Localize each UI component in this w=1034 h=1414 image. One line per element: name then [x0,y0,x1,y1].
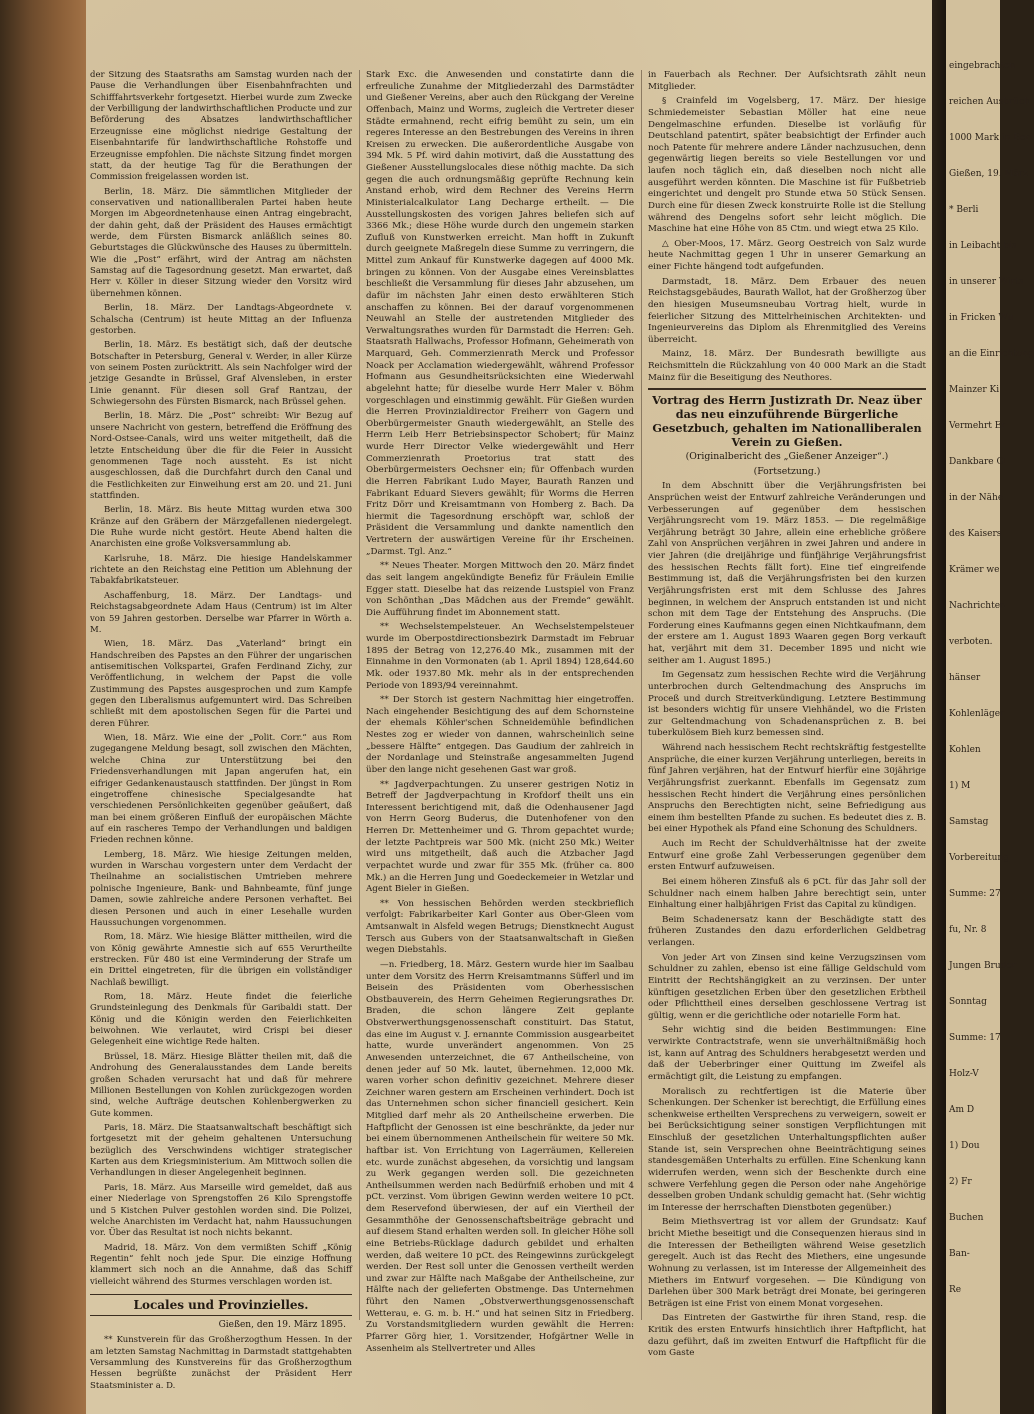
adjacent-page-fragment [946,0,1034,1414]
news-item: ** Kunstverein für das Großherzogthum Hessen. In der am letzten Samstag Nachmittag in Darmstadt stattgehabten Versammlung des Kunstvereins für das Großherzogthum Hessen begrüßte zunächst der Präsident Herr Staatsminister a. D. [90,1335,352,1391]
margin-fragment: Ban- [949,1249,970,1259]
article-paragraph: Von jeder Art von Zinsen sind keine Verzugszinsen vom Schuldner zu zahlen, ebenso ist eine fällige Geldschuld vom Eintritt der Rechtshängigkeit an zu verzinsen. Der unter künftigen gesetzlichen Erben über den gesetzlichen Erbtheil oder Pflichttheil eines derselben geschlossene Vertrag ist gültig, wenn er die gerichtliche oder notarielle Form hat. [648,952,926,1021]
margin-fragment: Vorbereitung [949,853,1009,863]
news-item: § Crainfeld im Vogelsberg, 17. März. Der hiesige Schmiedemeister Sebastian Möller hat eine neue Dengelmaschine erfunden. Dieselbe ist vorläufig für Deutschland patentirt, später beabsichtigt der Erfinder auch noch Patente für mehrere andere Länder nachzusuchen, denn gegenwärtig liegen bereits so viele Bestellungen vor und laufen noch täglich ein, daß dieselben noch nicht alle ausgeführt werden könnten. Die Maschine ist für Fußbetrieb eingerichtet und dengelt pro Stunde etwa 50 Stück Sensen. Durch eine für diesen Zweck konstruirte Rolle ist die Stellung während des Dengelns sofort sehr leicht möglich. Die Maschine hat eine Höhe von 85 Ctm. und wiegt etwa 25 Kilo. [648,96,926,235]
article-paragraph: Moralisch zu rechtfertigen ist die Materie über Schenkungen. Der Schenker ist berechtigt, die Erfüllung eines schenkweise ertheilten Versprechens zu verweigern, soweit er bei Berücksichtigung seiner sonstigen Verpflichtungen mit Einschluß der gesetzlichen Unterhaltungspflichten außer Stande ist, sein Versprechen ohne Beeinträchtigung seines standesgemäßen Unterhalts zu erfüllen. Eine Schenkung kann widerrufen werden, wenn sich der Beschenkte durch eine schwere Verfehlung gegen die Person oder nahe Angehörige desselben groben Undank schuldig gemacht hat. (Sehr wichtig im Interesse der herrschaften Dienstboten gegenüber.) [648,1086,926,1213]
book-binding [0,0,86,1414]
column-rule [359,70,360,1320]
column-2 [366,70,634,1358]
margin-fragment: Samstag [949,817,989,827]
article-paragraph: Im Gegensatz zum hessischen Rechte wird die Verjährung unterbrochen durch Geltendmachung des Anspruchs im Proceß und durch Streitverkündigung. Letztere Bestimmung ist besonders wichtig für unsere Viehhändel, wo die Fristen zur Geltendmachung von Schadenansprüchen z. B. bei tuberkulösem Bieh kurz bemessen sind. [648,670,926,739]
news-item: Wien, 18. März. Das „Vaterland“ bringt ein Handschreiben des Papstes an den Führer der ungarischen antisemitischen Volkspartei, Grafen Ferdinand Zichy, zur Veröffentlichung, in welchem der Papst die volle Zustimmung des Papstes ausgesprochen und zum Kampfe gegen den Liberalismus aufgemuntert wird. Das Schreiben schließt mit dem apostolischen Segen für die Partei und deren Führer. [90,639,352,729]
column-rule [641,70,642,1320]
news-item: Madrid, 18. März. Von dem vermißten Schiff „König Regentin“ fehlt noch jede Spur. Die einzige Hoffnung klammert sich noch an die Annahme, daß das Schiff vielleicht während des Sturmes verschlagen worden ist. [90,1242,352,1287]
book-gutter [932,0,946,1414]
margin-fragment: 1000 Mark in Beri [949,133,1033,143]
column-3 [648,70,926,1363]
paragraph: in Fauerbach als Rechner. Der Aufsichtsrath zählt neun Mitglieder. [648,70,926,92]
article-continuation: (Fortsetzung.) [753,466,821,478]
news-item: Darmstadt, 18. März. Dem Erbauer des neuen Reichstagsgebäudes, Baurath Wallot, hat der Großherzog über den hiesigen Museumsneubau Vortrag hielt, wurde in feierlicher Sitzung des Mittelrheinischen Architekten- und Ingenieurvereins das Diplom als Ehrenmitglied des Vereins überreicht. [648,276,926,345]
margin-fragment: Jungen Bruder [949,961,1017,971]
news-item: ** Der Storch ist gestern Nachmittag hier eingetroffen. Nach eingehender Besichtigung des auf dem Schornsteine der ehemals Köhler'schen Schneidemühle befindlichen Nestes zog er wieder von dannen, wahrscheinlich seine „bessere Hälfte“ entgegen. Das Gaudium der zahlreich in der Nordanlage und Steinstraße angesammelten Jugend über den lange nicht gesehenen Gast war groß. [366,695,634,775]
news-item: ** Wechselstempelsteuer. An Wechselstempelsteuer wurde im Oberpostdirectionsbezirk Darmstadt im Februar 1895 der Betrag von 12,276.40 Mk., zusammen mit der Einnahme in den Vormonaten (ab 1. April 1894) 128,644.60 Mk. oder 1937.80 Mk. mehr als in der entsprechenden Periode von 1893/94 vereinnahmt. [366,622,634,691]
news-item: ** Von hessischen Behörden werden steckbrieflich verfolgt: Fabrikarbeiter Karl Gonter aus Ober-Gleen vom Amtsanwalt in Alsfeld wegen Betrugs; Dienstknecht August Tersch aus Gubers von der Staatsanwaltschaft in Gießen wegen Diebstahls. [366,898,634,956]
article-paragraph: Beim Schadenersatz kann der Beschädigte statt des früheren Zustandes den dazu erforderlichen Geldbetrag verlangen. [648,914,926,948]
margin-fragment: Kohlen [949,745,981,755]
dateline: Gießen, den 19. März 1895. [218,1320,346,1331]
margin-fragment: Am D [949,1105,975,1115]
margin-fragment: Summe: 17 [949,1033,1001,1043]
margin-fragment: 2) Fr [949,1177,972,1187]
margin-fragment: Buchen [949,1213,984,1223]
news-item: —n. Friedberg, 18. März. Gestern wurde hier im Saalbau unter dem Vorsitz des Herrn Kreisamtmanns Süfferl und im Beisein des Präsidenten vom Oberhessischen Obstbauverein, des Herrn Geheimen Regierungsrathes Dr. Braden, die schon längere Zeit geplante Obstverwerthungsgenossenschaft constituirt. Das Statut, das eine im August v. J. ernannte Commission ausgearbeitet hatte, wurde unverändert angenommen. Von 25 Anwesenden unterzeichnet, die 67 Antheilscheine, von denen jeder auf 50 Mk. lautet, übernehmen. 12,000 Mk. waren vorher schon definitiv gezeichnet. Mehrere dieser Zeichner waren gestern am Erscheinen verhindert. Doch ist das Unternehmen schon sicher financiell gesichert. Kein Mitglied darf mehr als 20 Antheilscheine erwerben. Die Haftpflicht der Genossen ist eine beschränkte, da jeder nur bei einem übernommenen Antheilschein für weitere 50 Mk. haftbar ist. Von Errichtung von Lagerräumen, Kellereien etc. wurde zunächst abgesehen, da vorsichtig und langsam zu Werk gegangen werden soll. Die gezeichneten Antheilsummen werden nach Bedürfniß erhoben und mit 4 pCt. verzinst. Vom übrigen Gewinn werden weitere 10 pCt. dem Reservefond überwiesen, der auf ein Viertheil der Gesammthöhe der Genossenschaftsbeiträge gebracht und auf diesem Stand erhalten werden soll. In gleicher Höhe soll eine Betriebs-Rücklage dadurch gebildet und erhalten werden, daß weitere 10 pCt. des Reingewinns zurückgelegt werden. Der Rest soll unter die Genossen vertheilt werden und zwar zur Hälfte nach Maßgabe der Antheilscheine, zur Hälfte nach der gelieferten Obstmenge. Das Unternehmen führt den Namen „Obstverwerthungsgenossenschaft Wetterau, e. G. m. b. H.“ und hat seinen Sitz in Friedberg. Zu Vorstandsmitgliedern wurden gewählt die Herren: Pfarrer Görg hier, 1. Vorsitzender, Hofgärtner Welle in Assenheim als Stellvertreter und Alles [366,959,634,1354]
article-paragraph: Beim Miethsvertrag ist vor allem der Grundsatz: Kauf bricht Miethe beseitigt und die Consequenzen hieraus sind in die Interessen der Betheiligten während Weise gesetzlich geregelt. Auch ist das Recht des Miethers, eine ungesunde Wohnung zu verlassen, ist im Interesse der Allgemeinheit des Miethers im Entwurf vorgesehen. — Die Kündigung von Darlehen über 300 Mark beträgt drei Monate, bei geringeren Beträgen ist eine Frist von einem Monat vorgesehen. [648,1217,926,1309]
margin-fragment: Vermehrt Er [949,421,1006,431]
news-item: Karlsruhe, 18. März. Die hiesige Handelskammer richtete an den Reichstag eine Petition um Ablehnung der Tabakfabrikatsteuer. [90,553,352,587]
article-paragraph: Das Eintreten der Gastwirthe für ihren Stand, resp. die Kritik des ersten Entwurfs hinsichtlich ihrer Haftpflicht, hat dazu geführt, daß im zweiten Entwurf die Haftpflicht für die vom Gaste [648,1313,926,1359]
margin-fragment: eingebrachten [949,61,1016,71]
margin-fragment: Kohlenläger [949,709,1005,719]
margin-fragment: an die Einrichtung [949,349,1034,359]
news-item: Paris, 18. März. Die Staatsanwaltschaft beschäftigt sich fortgesetzt mit der geheim gehaltenen Untersuchung bezüglich des Verschwindens wichtiger strategischer Karten aus dem Kriegsministerium. Am Mittwoch sollen die Verhandlungen in dieser Angelegenheit beginnen. [90,1122,352,1179]
news-item: Berlin, 18. März. Die sämmtlichen Mitglieder der conservativen und nationalliberalen Partei haben heute Morgen im Abgeordnetenhause einen Antrag eingebracht, der dahin geht, daß der Präsident des Hauses ermächtigt werde, dem Fürsten Bismarck anläßlich seines 80. Geburtstages die Glückwünsche des Hauses zu übermitteln. Wie die „Post“ erfährt, wird der Antrag am nächsten Samstag auf die Tagesordnung gesetzt. Man erwartet, daß Herr v. Köller in dieser Sitzung wieder den Vorsitz wird übernehmen können. [90,186,352,299]
article-paragraph: Auch im Recht der Schuldverhältnisse hat der zweite Entwurf eine große Zahl Verbesserungen gegenüber dem ersten Entwurf aufzuweisen. [648,839,926,873]
paragraph: der Sitzung des Staatsraths am Samstag wurden nach der Pause die Verhandlungen über Eisenbahnfrachten und Schifffahrtsverkehr fortgesetzt. Hierbei wurde zum Zwecke der Verbilligung der landwirthschaftlichen Producte und zur Beförderung des Absatzes landwirthschaftlicher Erzeugnisse eine möglichst niedrige Gestaltung der Eisenbahntarife für landwirthschaftliche Rohstoffe und Erzeugnisse empfohlen. Die nächste Sitzung findet morgen statt, da der heutige Tag für die Berathungen der Commission freigelassen worden ist. [90,70,352,183]
news-item: ** Jagdverpachtungen. Zu unserer gestrigen Notiz in Betreff der Jagdverpachtung in Krofdorf theilt uns ein Interessent berichtigend mit, daß die Odenhausener Jagd von Herrn Georg Buderus, die Dutenhofener von den Herren Dr. Mettenheimer und G. Throm gepachtet wurde; der letzte Pachtpreis war 500 Mk. (nicht 250 Mk.) Weiter wird uns mitgetheilt, daß auch die Atzbacher Jagd verpachtet wurde und zwar für 355 Mk. (früher ca. 800 Mk.) an die Herren Jung und Goedeckemeier in Wetzlar und Agent Bieler in Gießen. [366,779,634,895]
margin-fragment: hänser [949,673,981,683]
margin-fragment: verboten. [949,637,993,647]
news-item: Mainz, 18. März. Der Bundesrath bewilligte aus Reichsmitteln die Rückzahlung von 40 000 Mark an die Stadt Mainz für die Beseitigung des Neuthores. [648,349,926,383]
margin-fragment: in Leibacht bis [949,241,1017,251]
news-item: Brüssel, 18. März. Hiesige Blätter theilen mit, daß die Androhung des Generalausstandes dem Lande bereits großen Schaden verursacht hat und daß für mehrere Millionen Bestellungen von Kohlen zurückgezogen worden sind, welche Aufträge deutschen Kohlenbergwerken zu Gute kommen. [90,1051,352,1119]
margin-fragment: Krämer we [949,565,1000,575]
news-item: Wien, 18. März. Wie eine der „Polit. Corr.“ aus Rom zugegangene Meldung besagt, soll zwischen den Mächten, welche China zur Unterstützung bei den Friedensverhandlungen mit Japan angerufen hat, ein eifriger Gedankenaustausch stattfinden. Der jüngst in Rom eingetroffene chinesische Specialgesandte hat verschiedenen Persönlichkeiten gegenüber geäußert, daß man bei einem größeren Einfluß der europäischen Mächte auf ein rascheres Tempo der Verhandlungen und baldigen Frieden rechnen könne. [90,733,352,846]
margin-fragment: 1) Dou [949,1141,980,1151]
column-1 [90,70,352,1395]
news-item: Berlin, 18. März. Bis heute Mittag wurden etwa 300 Kränze auf den Gräbern der Märzgefallenen niedergelegt. Die Ruhe wurde nicht gestört. Heute Abend halten die Anarchisten eine große Volksversammlung ab. [90,505,352,550]
news-item: Berlin, 18. März. Es bestätigt sich, daß der deutsche Botschafter in Petersburg, General v. Werder, in aller Kürze von seinem Posten zurücktritt. Als sein Nachfolger wird der jetzige Gesandte in Brüssel, Graf Alvensleben, in erster Linie genannt. Für diesen soll Graf Rantzau, der Schwiegersohn des Fürsten Bismarck, nach Brüssel gehen. [90,340,352,408]
article-subtitle: (Originalbericht des „Gießener Anzeiger“.) [685,451,889,463]
margin-fragment: in Fricken Wu [949,313,1014,323]
newspaper-page [86,0,932,1414]
margin-fragment: in der Nähe [949,493,1004,503]
news-item: △ Ober-Moos, 17. März. Georg Oestreich von Salz wurde heute Nachmittag gegen 1 Uhr in unserer Gemarkung an einer Fichte hängend todt aufgefunden. [648,238,926,272]
margin-fragment: Gießen, 19. März [949,169,1029,179]
margin-fragment: reichen Ausbrüch [949,97,1030,107]
news-item: ** Neues Theater. Morgen Mittwoch den 20. März findet das seit langem angekündigte Benefiz für Fräulein Emilie Egger statt. Dieselbe hat das reizende Lustspiel von Franz von Schönthan „Das Mädchen aus der Fremde“ gewählt. Die Aufführung findet im Abonnement statt. [366,561,634,618]
news-item: Aschaffenburg, 18. März. Der Landtags- und Reichstagsabgeordnete Adam Haus (Centrum) ist im Alter von 59 Jahren gestorben. Derselbe war Pfarrer in Wörth a. M. [90,590,352,635]
article-paragraph: In dem Abschnitt über die Verjährungsfristen bei Ansprüchen weist der Entwurf zahlreiche Veränderungen und Verbesserungen auf gegenüber dem hessischen Verjährungsrecht vom 19. März 1853. — Die regelmäßige Verjährung beträgt 30 Jahre, allein eine erhebliche größere Zahl von Ansprüchen verjähren in zwei Jahren und andere in vier Jahren (die dreijährige und fünfjährige Verjährungsfrist des hessischen Rechts fällt fort). Eine tief eingreifende Bestimmung ist, daß die Verjährungsfristen bei den kurzen Verjährungsfristen erst mit dem Schlusse des Jahres beginnen, in welchem der Anspruch entstanden ist und nicht schon mit dem Tage der Entstehung des Anspruchs. (Die Forderung eines Kaufmanns gegen einen Nichtkaufmann, dem der erstere am 1. August 1893 Waaren gegen Borg verkauft hat, verjährt mit dem 31. December 1895 und nicht wie seither am 1. August 1895.) [648,481,926,666]
margin-fragment: 1) M [949,781,971,791]
margin-fragment: in unserer Wirts [949,277,1024,287]
margin-fragment: Sonntag [949,997,987,1007]
article-paragraph: Bei einem höheren Zinsfuß als 6 pCt. für das Jahr soll der Schuldner nach einem halben Jahre berechtigt sein, unter Einhaltung einer halbjährigen Frist das Capital zu kündigen. [648,876,926,911]
section-heading: Locales und Provinzielles. [90,1294,352,1316]
article-paragraph: Während nach hessischem Recht rechtskräftig festgestellte Ansprüche, die einer kurzen Verjährung unterliegen, bereits in fünf Jahren verjähren, hat der Entwurf hierfür eine 30jährige Verjährungsfrist zuerkannt. Ebenfalls im Gegensatz zum hessischen Recht hindert die Verjährung eines persönlichen Anspruchs den Berechtigten nicht, seine Befriedigung aus einem ihm bestellten Pfande zu suchen. Es bedeutet dies z. B. bei einer Hypothek als Pfand eine Schonung des Schuldners. [648,743,926,835]
news-item: Paris, 18. März. Aus Marseille wird gemeldet, daß aus einer Niederlage von Sprengstoffen 26 Kilo Sprengstoffe und 5 Kistchen Pulver gestohlen worden sind. Die Polizei, welche Anarchisten im Verdacht hat, nahm Haussuchungen vor. Über das Resultat ist noch nichts bekannt. [90,1182,352,1239]
margin-fragment: Re [949,1285,962,1295]
news-item: Rom, 18. März. Heute findet die feierliche Grundsteinlegung des Denkmals für Garibaldi statt. Der König und die Königin werden den Feierlichkeiten beiwohnen. Wie verlautet, wird Crispi bei dieser Gelegenheit eine wichtige Rede halten. [90,992,352,1048]
article-title: Vortrag des Herrn Justizrath Dr. Neaz über das neu einzuführende Bürgerliche Gesetzbuch, gehalten im Nationalliberalen Verein zu Gießen. [648,388,926,449]
margin-fragment: * Berli [949,205,979,215]
margin-fragment: Holz-V [949,1069,979,1079]
news-item: Berlin, 18. März. Der Landtags-Abgeordnete v. Schalscha (Centrum) ist heute Mittag an der Influenza gestorben. [90,303,352,336]
margin-fragment: Mainzer Ki [949,385,1000,395]
news-item: Rom, 18. März. Wie hiesige Blätter mittheilen, wird die von König gewährte Amnestie sich auf 655 Verurtheilte erstrecken. Für 480 ist eine Verminderung der Strafe um ein Drittel eingetreten, für die übrigen ein vollständiger Nachlaß bewilligt. [90,932,352,988]
paragraph: Stark Exc. die Anwesenden und constatirte dann die erfreuliche Zunahme der Mitgliederzahl des Darmstädter und Gießener Vereins, aber auch den Rückgang der Vereine Offenbach, Mainz und Worms, zugleich die Vertreter dieser Städte ermahnend, recht eifrig bemüht zu sein, um ein regeres Interesse an den Bestrebungen des Vereins in ihren Kreisen zu erwecken. Die außerordentliche Ausgabe von 394 Mk. 5 Pf. wird dahin motivirt, daß die Ausstattung des Gießener Ausstellungslocales diese nöthig machte. Da sich gegen die auch ordnungsmäßig geprüfte Rechnung kein Anstand erhob, wird dem Rechner des Vereins Herrn Ministerialcalkulator Lang Decharge ertheilt. — Die Ausstellungskosten des vorigen Jahres beliefen sich auf 3366 Mk.; diese Höhe wurde durch den ungemein starken Zufluß von Kunstwerken erreicht. Man hofft in Zukunft durch geeignete Maßregeln diese Summe zu verringern, die Mittel zum Ankauf für Kunstwerke dagegen auf 4000 Mk. bringen zu können. Von der Ausgabe eines Vereinsblattes beschließt die Versammlung für dieses Jahr abzusehen, um dafür im nächsten Jahr einen desto erwählteren Stich anschaffen zu können. Bei der darauf vorgenommenen Neuwahl an Stelle der austretenden Mitglieder des Verwaltungsrathes wurden für Darmstadt die Herren: Geh. Staatsrath Hallwachs, Professor Hofmann, Geheimerath von Marquard, Geh. Commerzienrath Merck und Professor Noack per Acclamation wiedergewählt, während Professor Hofmann aus Gesundheitsrücksichten eine Wiederwahl abgelehnt hatte; für dieselbe wurde Herr Maler v. Böhm vorgeschlagen und einstimmig gewählt. Für Gießen wurden die Herren Provinzialdirector Freiherr von Gagern und Oberbürgermeister Gnauth wiedergewählt, an Stelle des Herrn Leib Herr Betriebsinspector Schobert; für Mainz wurde Herr Director Velke wiedergewählt und Herr Commerzienrath Proetorius trat statt des Oberbürgermeisters Oechsner ein; für Offenbach wurden die Herren Fabrikant Ludo Mayer, Baurath Ranzen und Fabrikant Eduard Sievers gewählt; für Worms die Herren Fritz Dörr und Kreisamtmann von Homberg z. Bach. Da hiermit die Tagesordnung erschöpft war, schloß der Präsident die Versammlung und dankte namentlich den Vertretern der auswärtigen Vereine für ihr Erscheinen. „Darmst. Tgl. Anz.“ [366,70,634,557]
news-item: Berlin, 18. März. Die „Post“ schreibt: Wir Bezug auf unsere Nachricht von gestern, betreffend die Eröffnung des Nord-Ostsee-Canals, wird uns weiter mitgetheilt, daß die letzte Entscheidung über die für die Feier in Aussicht genommenen Tage noch aussteht. Es ist nicht ausgeschlossen, daß die Durchfahrt durch den Canal und die Festlichkeiten zur Einweihung erst am 20. und 21. Juni stattfinden. [90,411,352,501]
article-paragraph: Sehr wichtig sind die beiden Bestimmungen: Eine verwirkte Contractstrafe, wenn sie unverhältnißmäßig hoch ist, kann auf Antrag des Schuldners herabgesetzt werden und daß der Ueberbringer einer Quittung im Zweifel als ermächtigt gilt, die Leistung zu empfangen. [648,1025,926,1082]
margin-fragment: Nachrichten [949,601,1006,611]
margin-fragment: des Kaisers [949,529,1002,539]
margin-fragment: Summe: 27 [949,889,1001,899]
margin-fragment: fu, Nr. 8 [949,925,987,935]
news-item: Lemberg, 18. März. Wie hiesige Zeitungen melden, wurden in Warschau vorgestern unter dem Verdacht der Theilnahme an socialistischen Umtrieben mehrere polnische Ingenieure, Bank- und Bahnbeamte, fünf junge Damen, sowie zahlreiche andere Personen verhaftet. Bei diesen Personen und auch in einer Lesehalle wurden Haussuchungen vorgenommen. [90,849,352,928]
margin-fragment: Dankbare Gl [949,457,1007,467]
